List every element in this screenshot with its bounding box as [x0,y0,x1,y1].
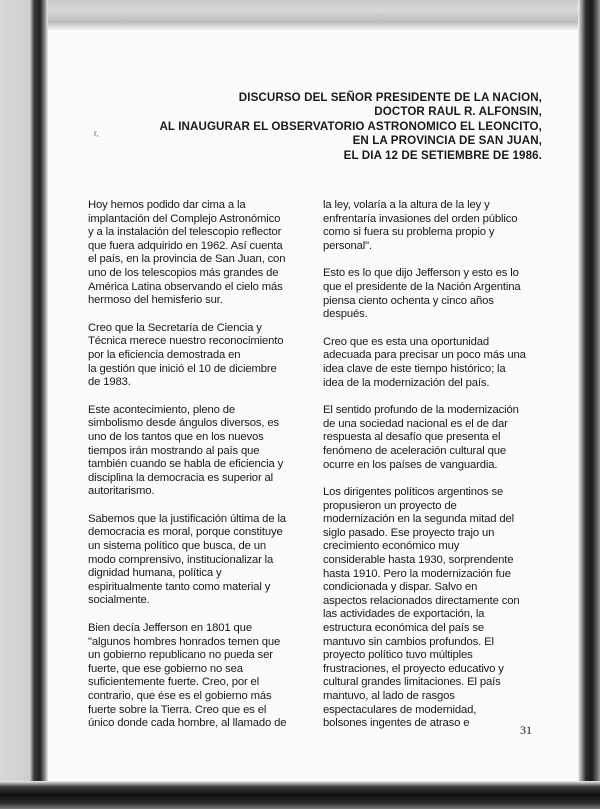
title-line: DOCTOR RAUL R. ALFONSIN, [374,105,542,119]
text-line: hasta 1910. Pero la modernización fue [323,567,511,580]
text-line: estructura económica del país se [323,622,484,635]
scan-border-left [0,0,48,809]
title-line: AL INAUGURAR EL OBSERVATORIO ASTRONOMICO EL LEONCITO, [159,119,542,133]
page-number: 31 [520,723,532,737]
text-line: después. [323,308,368,321]
text-line: Creo que es esta una oportunidad [323,335,490,348]
text-line: mantuvo, al lado de rasgos [323,690,455,702]
text-line: la ley, volaría a la altura de la ley y [323,199,490,211]
paragraph [88,404,294,499]
text-line: fuerte sobre la Tierra. Creo que es el [88,703,267,716]
text-line: un sistema político que busca, de un [88,540,266,553]
text-line: el país, en la provincia de San Juan, con [88,253,286,266]
text-line: que fuera adquirido en 1962. Así cuenta [88,239,283,252]
text-line: respuesta al desafío que presenta el [323,431,501,444]
title-line: EL DIA 12 DE SETIEMBRE DE 1986. [343,148,542,162]
text-line: bolsones ingentes de atraso e [323,717,470,730]
text-line: de una sociedad nacional es el de dar [323,417,508,430]
text-line: enfrentaría invasiones del orden público [323,212,518,225]
text-line: Los dirigentes políticos argentinos se [323,486,504,499]
text-line: Esto es lo que dijo Jefferson y esto es lo [323,267,519,280]
title-line: DISCURSO DEL SEÑOR PRESIDENTE DE LA NACION, [238,91,542,104]
paragraph [88,622,294,731]
text-line: espectaculares de modernidad, [323,703,477,716]
text-line: por la eficiencia demostrada en [88,348,241,361]
text-line: autoritarismo. [88,485,155,498]
text-line: y a la instalación del telescopio reflector [88,226,282,239]
scan-border-right [578,0,600,809]
text-line: simbolismo desde ángulos diversos, es [88,417,279,430]
text-line: aspectos relacionados directamente con [323,594,520,607]
text-line: "algunos hombres honrados temen que [88,635,281,648]
text-line: ocurre en los países de vanguardia. [323,458,498,471]
text-line: Este acontecimiento, pleno de [88,403,235,416]
paragraph [323,267,531,321]
text-line: único donde cada hombre, al llamado de [88,717,287,730]
text-line: crecimiento económico muy [323,540,460,553]
text-line: mantuvo sin cambios profundos. El [323,635,494,648]
text-line: uno de los telescopios más grandes de [88,266,279,279]
text-line: un gobierno republicano no pueda ser [88,649,273,662]
text-line: espiritualmente tanto como material y [88,580,271,593]
margin-mark: r, [94,129,99,138]
paragraph [323,336,531,390]
text-line: también cuando se habla de eficiencia y [88,458,284,471]
text-line: democracia es moral, porque constituye [88,526,283,539]
text-line: uno de los tantos que en los nuevos [88,430,264,443]
paragraph [88,199,294,308]
text-line: idea de la modernización del país. [323,376,490,389]
text-line: idea clave de este tiempo histórico; la [323,362,506,375]
text-line: dignidad humana, política y [88,567,222,580]
paragraph [323,404,531,472]
text-line: hermoso del hemisferio sur. [88,294,223,307]
text-line: las actividades de exportación, la [323,608,485,621]
paragraph [323,486,531,731]
text-line: propusieron un proyecto de [323,499,457,512]
text-line: cultural grandes limitaciones. El país [323,676,501,689]
paragraph [323,199,531,253]
scan-border-bottom [0,781,600,809]
text-line: suficientemente fuerte. Creo, por el [88,676,260,689]
speech-title [82,91,542,163]
text-line: piensa ciento ochenta y cinco años [323,294,494,307]
text-line: Sabemos que la justificación última de la [88,512,286,525]
paragraph [88,322,294,390]
text-line: fuerte, que ese gobierno no sea [88,662,243,675]
text-line: condicionada y dispar. Salvo en [323,581,478,594]
text-line: adecuada para precisar un poco más una [323,349,526,362]
text-line: de 1983. [88,376,131,389]
left-column [88,199,294,745]
text-line: como si fuera su problema propio y [323,226,495,239]
text-line: El sentido profundo de la modernización [323,404,519,417]
title-line: EN LA PROVINCIA DE SAN JUAN, [352,134,542,148]
text-line: Técnica merece nuestro reconocimiento [88,335,284,348]
text-line: Hoy hemos podido dar cima a la [88,199,246,211]
paragraph [88,513,294,608]
text-line: frustraciones, el proyecto educativo y [323,662,504,675]
text-line: socialmente. [88,594,150,607]
text-line: implantación del Complejo Astronómico [88,212,281,225]
text-line: fenómeno de aceleración cultural que [323,444,507,457]
text-line: modernización en la segunda mitad del [323,513,515,526]
text-line: disciplina la democracia es superior al [88,471,274,484]
text-line: siglo pasado. Ese proyecto trajo un [323,526,495,539]
text-line: considerable hasta 1930, sorprendente [323,554,514,567]
text-line: Creo que la Secretaría de Ciencia y [88,321,262,334]
text-line: proyecto político tuvo múltiples [323,649,473,662]
text-line: tiempos irán mostrando al país que [88,444,260,457]
scan-border-top [0,0,600,30]
text-line: la gestión que inició el 10 de diciembre [88,362,277,375]
text-line: América Latina observando el cielo más [88,280,283,293]
text-line: Bien decía Jefferson en 1801 que [88,622,252,635]
right-column [323,199,531,745]
text-line: modo comprensivo, institucionalizar la [88,553,274,566]
text-line: contrario, que ése es el gobierno más [88,690,272,702]
text-line: personal". [323,239,372,252]
text-line: que el presidente de la Nación Argentina [323,280,521,293]
